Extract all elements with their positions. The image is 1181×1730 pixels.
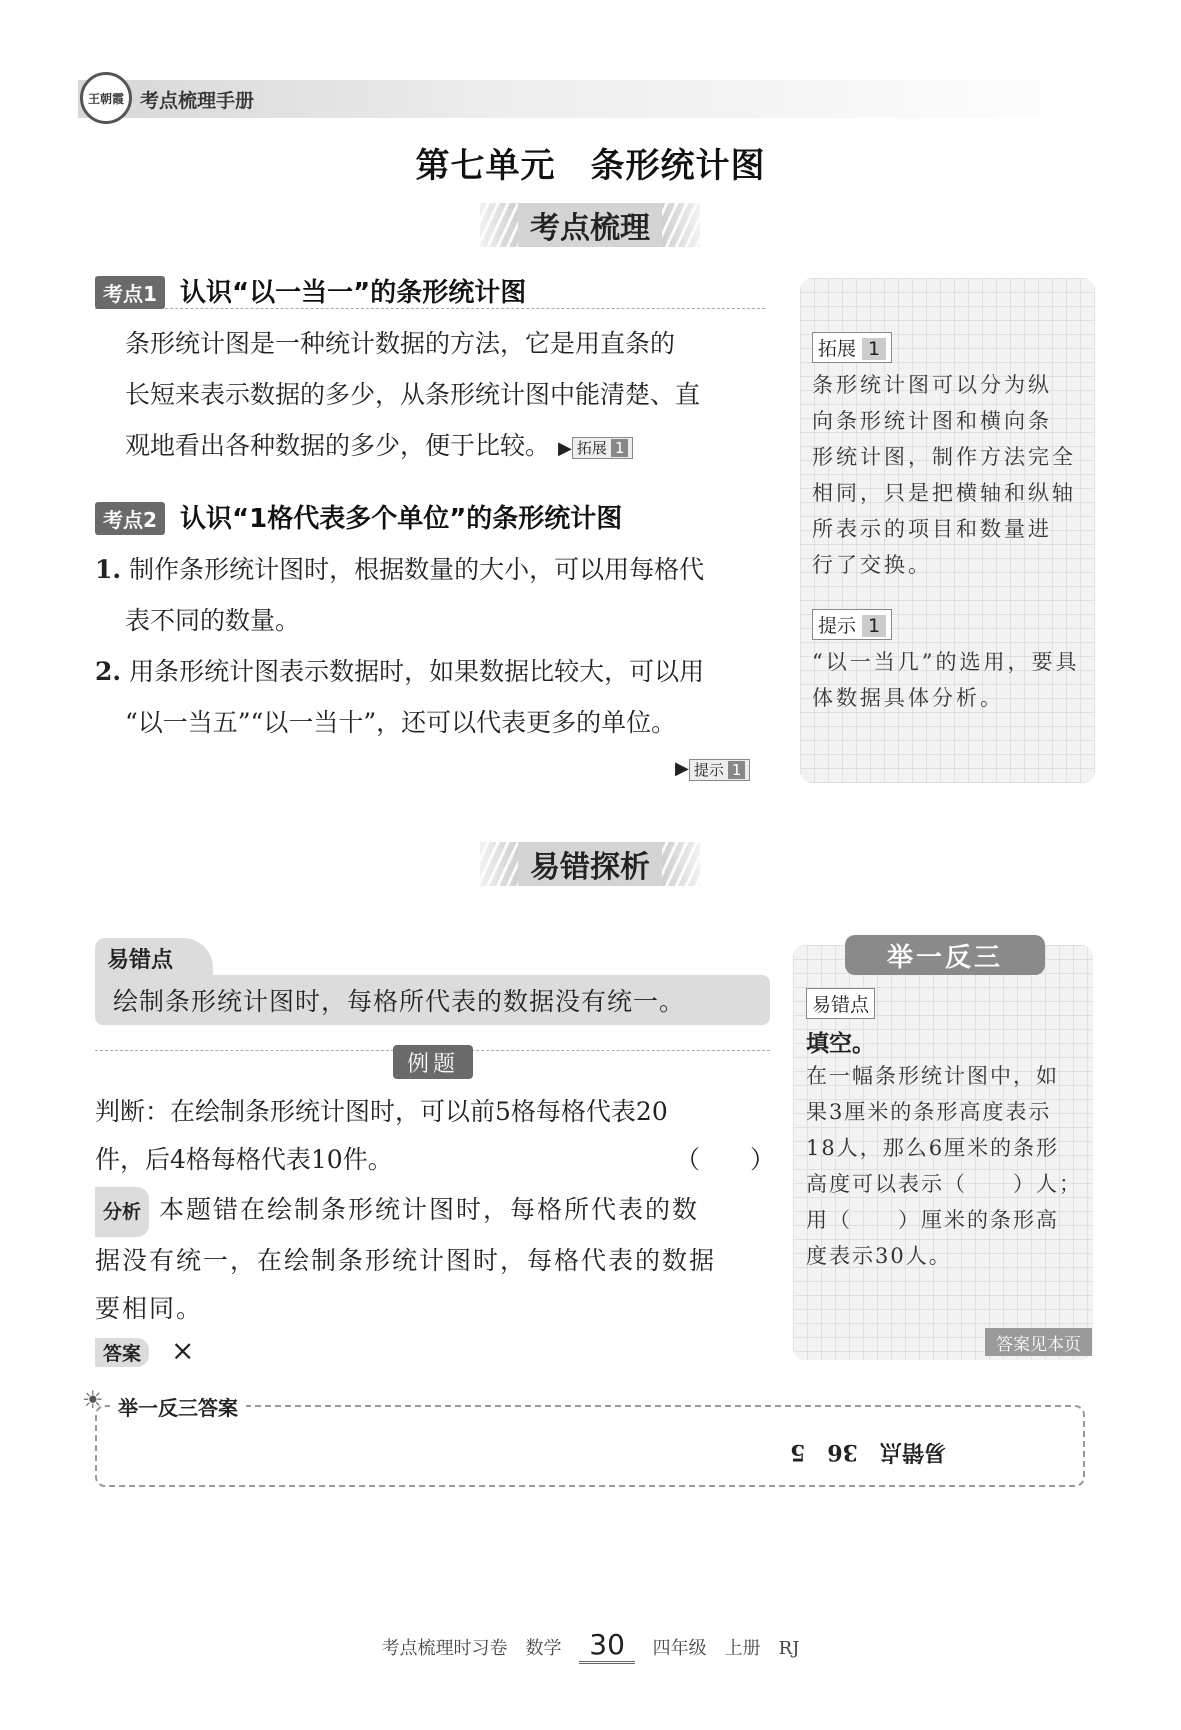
- side-tag-label: 拓展: [818, 338, 857, 360]
- kaodian2-item1-line: 制作条形统计图时，根据数量的大小，可以用每格代: [129, 555, 705, 584]
- section-title-review: 考点梳理: [530, 211, 650, 246]
- kaodian1-heading-row: [95, 272, 765, 309]
- kaodian2-item2-line: 用条形统计图表示数据时，如果数据比较大，可以用: [129, 657, 705, 686]
- ref-tag-hint: [689, 759, 751, 781]
- extension-line: 条形统计图可以分为纵: [812, 373, 1052, 397]
- answers-title: 举一反三答案: [110, 1392, 246, 1421]
- publisher-logo: [80, 72, 132, 124]
- item-number: 2.: [95, 657, 122, 686]
- kaodian2-body: [95, 544, 775, 748]
- answer-tag: 答案: [95, 1338, 149, 1367]
- practice-line: 果3厘米的条形高度表示: [806, 1100, 1052, 1124]
- error-point-text: 绘制条形统计图时，每格所代表的数据没有统一。: [95, 975, 770, 1025]
- practice-line: 用（ ）厘米的条形高: [806, 1208, 1059, 1232]
- extension-line: 形统计图，制作方法完全: [812, 445, 1076, 469]
- practice-heading: 填空。: [806, 1030, 875, 1057]
- extension-text: [812, 367, 1092, 583]
- ref-label: 提示: [693, 760, 724, 779]
- footer-right: 四年级 上册 RJ: [652, 1638, 800, 1659]
- lightbulb-icon: ☀: [82, 1386, 104, 1414]
- analysis: [95, 1186, 775, 1333]
- unit-title: 第七单元 条形统计图: [415, 146, 766, 186]
- analysis-line: 要相同。: [95, 1294, 204, 1323]
- side-tag-label: 提示: [818, 615, 857, 637]
- kaodian1-body: [125, 318, 775, 474]
- question-line: 判断：在绘制条形统计图时，可以前5格每格代表20: [95, 1097, 668, 1126]
- ref-label: 拓展: [576, 438, 607, 457]
- answer-value: ×: [170, 1334, 195, 1367]
- kaodian1-line: 观地看出各种数据的多少，便于比较。: [125, 431, 551, 460]
- kaodian2-item1-line: 表不同的数量。: [125, 606, 301, 635]
- section-title-errors: 易错探析: [530, 850, 650, 885]
- side-tag-num: 1: [862, 338, 886, 360]
- practice-line: 度表示30人。: [806, 1244, 952, 1268]
- ref-num: 1: [728, 761, 746, 779]
- side-notes-content: [812, 332, 1092, 716]
- example-question: [95, 1088, 775, 1184]
- analysis-line: 据没有统一，在绘制条形统计图时，每格代表的数据: [95, 1246, 717, 1275]
- item-number: 1.: [95, 555, 122, 584]
- arrow-right-icon: ▶: [557, 438, 572, 459]
- extension-line: 所表示的项目和数量进: [812, 517, 1052, 541]
- hint-text: [812, 644, 1092, 716]
- ref-hint-row: [675, 758, 750, 781]
- example-tag: 例题: [393, 1045, 473, 1079]
- answer-note: 答案见本页: [985, 1328, 1092, 1356]
- answer-blank: （ ）: [674, 1145, 775, 1174]
- analysis-tag: 分析: [95, 1187, 149, 1237]
- footer: [0, 1628, 1181, 1664]
- question-line: 件，后4格每格代表10件。: [95, 1145, 393, 1174]
- logo-text: 王朝霞: [87, 91, 124, 106]
- extension-line: 向条形统计图和横向条: [812, 409, 1052, 433]
- section-banner-errors: [480, 842, 700, 886]
- section-banner-review: [480, 203, 700, 247]
- practice-line: 高度可以表示（ ）人；: [806, 1172, 1082, 1196]
- error-point-tab: 易错点: [95, 938, 213, 978]
- hint-line: 体数据具体分析。: [812, 686, 1004, 710]
- kaodian1-line: 条形统计图是一种统计数据的方法，它是用直条的: [125, 329, 676, 358]
- footer-left: 考点梳理时习卷 数学: [381, 1638, 562, 1659]
- kaodian1-heading: 认识“以一当一”的条形统计图: [180, 278, 527, 308]
- answers-content-upside-down: 易错点 36 5: [790, 1439, 946, 1465]
- practice-title: 举一反三: [845, 935, 1045, 975]
- extension-line: 相同，只是把横轴和纵轴: [812, 481, 1076, 505]
- page-number: 30: [579, 1628, 635, 1664]
- side-tag-extension: [812, 332, 892, 363]
- practice-line: 18人，那么6厘米的条形: [806, 1136, 1060, 1160]
- ref-num: 1: [611, 439, 629, 457]
- practice-line: 在一幅条形统计图中，如: [806, 1064, 1059, 1088]
- practice-content: [806, 988, 1091, 1274]
- practice-tag: 易错点: [806, 988, 875, 1019]
- arrow-right-icon: ▶: [675, 758, 689, 779]
- kaodian2-heading: 认识“1格代表多个单位”的条形统计图: [180, 504, 623, 534]
- kaodian2-tag: 考点2: [95, 502, 165, 535]
- hint-line: “以一当几”的选用，要具: [812, 650, 1080, 674]
- answer-row: [95, 1334, 194, 1367]
- side-tag-hint: [812, 609, 892, 640]
- extension-line: 行了交换。: [812, 553, 932, 577]
- practice-question: [806, 1058, 1091, 1274]
- analysis-line: 本题错在绘制条形统计图时，每格所代表的数: [158, 1195, 699, 1224]
- kaodian2-item2-line: “以一当五”“以一当十”，还可以代表更多的单位。: [125, 708, 677, 737]
- kaodian1-line: 长短来表示数据的多少，从条形统计图中能清楚、直: [125, 380, 701, 409]
- side-tag-num: 1: [862, 615, 886, 637]
- header-title: 考点梳理手册: [140, 90, 255, 112]
- ref-tag-extension: [572, 437, 634, 459]
- kaodian2-heading-row: [95, 498, 765, 534]
- kaodian1-tag: 考点1: [95, 276, 165, 309]
